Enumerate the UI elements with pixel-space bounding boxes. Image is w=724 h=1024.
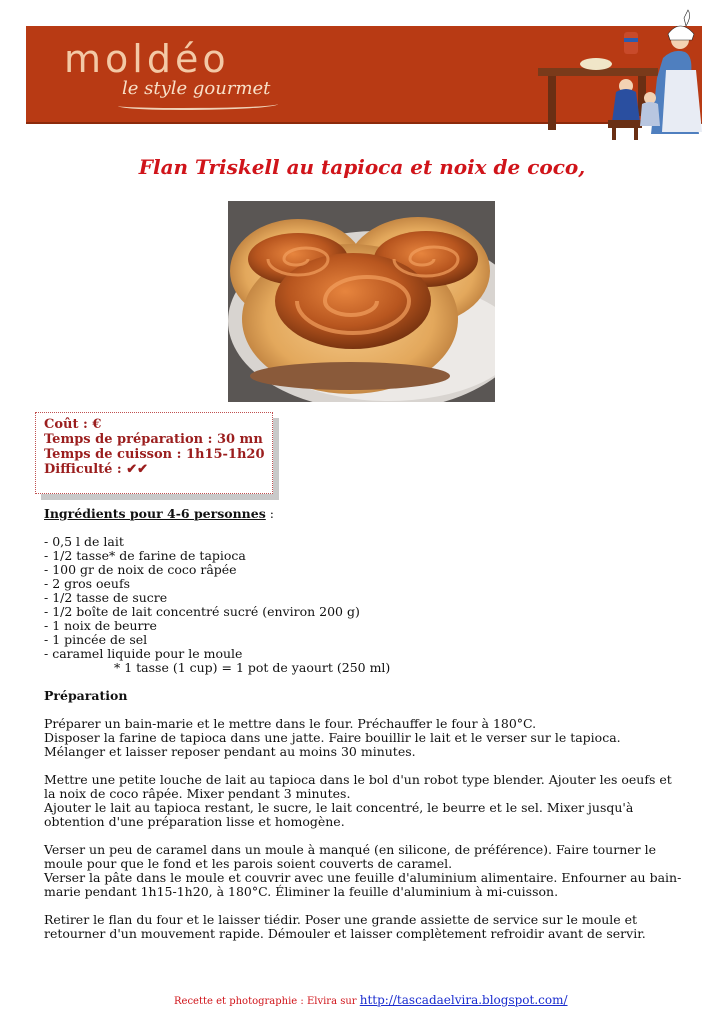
brand-tagline: le style gourmet xyxy=(122,78,271,99)
ingredient-item: - 2 gros oeufs xyxy=(44,576,131,591)
ingredients-heading-line xyxy=(44,507,684,521)
baking-illustration xyxy=(538,0,724,160)
difficulty-line xyxy=(44,462,148,477)
prep-text: Verser un peu de caramel dans un moule à manqué (en silicone, de préférence). Faire tourner le moule pour que le fond et les parois soient couverts de caramel. xyxy=(44,842,656,871)
footer-credit xyxy=(174,993,568,1007)
difficulty-check-icon: ✔✔ xyxy=(126,462,149,477)
cook-time-line: Temps de cuisson : 1h15-1h20 xyxy=(44,447,265,462)
blog-link[interactable]: http://tascadaelvira.blogspot.com/ xyxy=(359,993,568,1007)
prep-text: Retirer le flan du four et le laisser tiédir. Poser une grande assiette de service sur le moule et retourner d'un mouvement rapide. Démouler et laisser complètement refroidir avant de servir. xyxy=(44,912,646,941)
prep-time-line: Temps de préparation : 30 mn xyxy=(44,432,263,447)
ingredient-item: - caramel liquide pour le moule xyxy=(44,646,243,661)
ingredient-item: - 1 pincée de sel xyxy=(44,632,148,647)
prep-text: Mélanger et laisser reposer pendant au moins 30 minutes. xyxy=(44,744,416,759)
ingredient-item: - 1/2 tasse* de farine de tapioca xyxy=(44,548,246,563)
prep-text: Verser la pâte dans le moule et couvrir avec une feuille d'aluminium alimentaire. Enfourner au bain-marie pendant 1h15-1h20, à 180°C. Éliminer la feuille d'aluminium à mi-cuisson. xyxy=(44,870,682,899)
prep-text: Préparer un bain-marie et le mettre dans le four. Préchauffer le four à 180°C. xyxy=(44,716,537,731)
cost-line: Coût : € xyxy=(44,417,102,432)
credit-text: Recette et photographie : Elvira sur xyxy=(174,996,360,1007)
ingredient-list xyxy=(44,535,684,675)
prep-text: Disposer la farine de tapioca dans une jatte. Faire bouillir le lait et le verser sur le tapioca. xyxy=(44,730,621,745)
prep-text: Ajouter le lait au tapioca restant, le sucre, le lait concentré, le beurre et le sel. Mixer jusqu'à obtention d'une préparation lisse et homogène. xyxy=(44,800,634,829)
ingredients-heading-suffix: : xyxy=(265,506,274,521)
ingredient-item: - 100 gr de noix de coco râpée xyxy=(44,562,237,577)
difficulty-label: Difficulté : xyxy=(44,462,127,477)
recipe-body xyxy=(44,507,684,941)
flan-photo xyxy=(228,201,495,402)
recipe-title: Flan Triskell au tapioca et noix de coco, xyxy=(138,155,586,179)
ingredient-item: - 0,5 l de lait xyxy=(44,534,124,549)
ingredients-heading: Ingrédients pour 4-6 personnes xyxy=(44,506,266,521)
preparation-heading: Préparation xyxy=(44,688,128,703)
ingredient-item: - 1/2 tasse de sucre xyxy=(44,590,168,605)
brand-logo: moldéo xyxy=(64,37,230,81)
cup-conversion-note: * 1 tasse (1 cup) = 1 pot de yaourt (250 ml) xyxy=(114,660,391,675)
ingredient-item: - 1/2 boîte de lait concentré sucré (environ 200 g) xyxy=(44,604,360,619)
recipe-info-box xyxy=(35,412,273,494)
prep-text: Mettre une petite louche de lait au tapioca dans le bol d'un robot type blender. Ajouter les oeufs et la noix de coco râpée. Mixer pendant 3 minutes. xyxy=(44,772,672,801)
ingredient-item: - 1 noix de beurre xyxy=(44,618,157,633)
tagline-swoosh xyxy=(118,100,278,110)
